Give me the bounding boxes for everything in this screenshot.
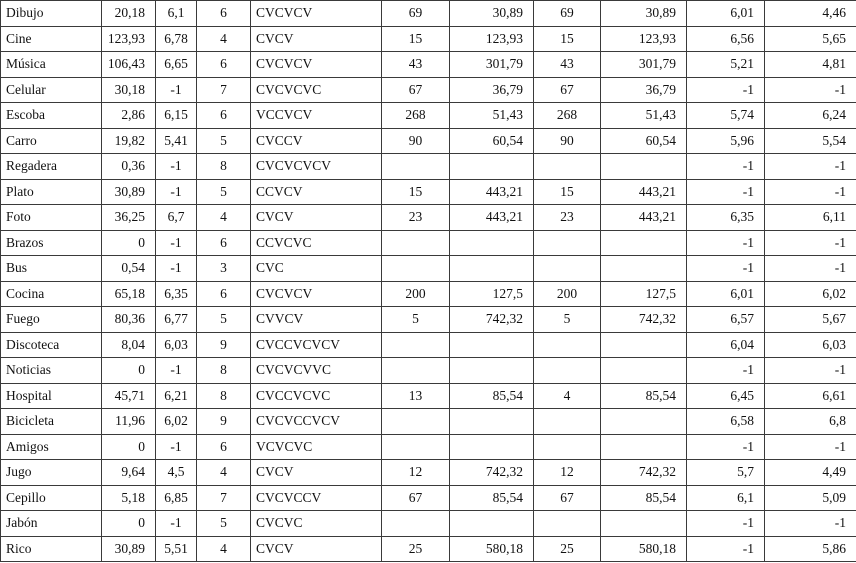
cell-cv-structure: CVCV bbox=[251, 26, 382, 52]
cell-value-a bbox=[450, 434, 534, 460]
cell-cv-structure: VCVCVC bbox=[251, 434, 382, 460]
table-row bbox=[1, 358, 856, 384]
cell-word: Música bbox=[1, 52, 102, 78]
cell-value-b: 36,79 bbox=[601, 77, 687, 103]
cell-value-a: 30,89 bbox=[450, 1, 534, 27]
cell-score-b: 6,02 bbox=[765, 281, 856, 307]
table-row bbox=[1, 52, 856, 78]
cell-freq: 30,18 bbox=[102, 77, 156, 103]
cell-value-a: 51,43 bbox=[450, 103, 534, 129]
cell-length: 6 bbox=[197, 230, 251, 256]
cell-word: Fuego bbox=[1, 307, 102, 333]
cell-freq: 0,36 bbox=[102, 154, 156, 180]
cell-freq: 0 bbox=[102, 230, 156, 256]
cell-count-a bbox=[382, 230, 450, 256]
cell-score-b: 4,81 bbox=[765, 52, 856, 78]
cell-score-a: 6,01 bbox=[687, 281, 765, 307]
cell-count-a bbox=[382, 409, 450, 435]
cell-word: Cocina bbox=[1, 281, 102, 307]
cell-rating: 6,77 bbox=[156, 307, 197, 333]
cell-score-a: -1 bbox=[687, 179, 765, 205]
cell-count-a bbox=[382, 332, 450, 358]
cell-value-b: 85,54 bbox=[601, 485, 687, 511]
cell-word: Celular bbox=[1, 77, 102, 103]
cell-word: Discoteca bbox=[1, 332, 102, 358]
cell-value-a: 127,5 bbox=[450, 281, 534, 307]
cell-rating: -1 bbox=[156, 77, 197, 103]
cell-count-b: 200 bbox=[534, 281, 601, 307]
table-row bbox=[1, 460, 856, 486]
cell-cv-structure: CVCCVCVCV bbox=[251, 332, 382, 358]
cell-cv-structure: CVCV bbox=[251, 536, 382, 562]
cell-count-a: 200 bbox=[382, 281, 450, 307]
cell-count-b: 268 bbox=[534, 103, 601, 129]
cell-count-a bbox=[382, 434, 450, 460]
cell-score-b: -1 bbox=[765, 434, 856, 460]
cell-cv-structure: CVCCVCVC bbox=[251, 383, 382, 409]
cell-word: Foto bbox=[1, 205, 102, 231]
cell-freq: 9,64 bbox=[102, 460, 156, 486]
cell-length: 5 bbox=[197, 307, 251, 333]
cell-count-a: 268 bbox=[382, 103, 450, 129]
table-row bbox=[1, 77, 856, 103]
cell-freq: 45,71 bbox=[102, 383, 156, 409]
cell-count-a: 67 bbox=[382, 485, 450, 511]
cell-score-b: 4,46 bbox=[765, 1, 856, 27]
cell-length: 4 bbox=[197, 205, 251, 231]
cell-cv-structure: CVCVCVC bbox=[251, 77, 382, 103]
cell-value-b: 301,79 bbox=[601, 52, 687, 78]
cell-freq: 80,36 bbox=[102, 307, 156, 333]
cell-value-b: 30,89 bbox=[601, 1, 687, 27]
cell-freq: 19,82 bbox=[102, 128, 156, 154]
cell-cv-structure: CVCV bbox=[251, 205, 382, 231]
cell-cv-structure: CVCVC bbox=[251, 511, 382, 537]
cell-word: Bicicleta bbox=[1, 409, 102, 435]
cell-value-b bbox=[601, 154, 687, 180]
cell-value-b bbox=[601, 358, 687, 384]
cell-length: 4 bbox=[197, 460, 251, 486]
cell-value-a: 742,32 bbox=[450, 460, 534, 486]
cell-word: Plato bbox=[1, 179, 102, 205]
cell-value-a: 443,21 bbox=[450, 179, 534, 205]
cell-rating: 4,5 bbox=[156, 460, 197, 486]
cell-count-b bbox=[534, 332, 601, 358]
table-row bbox=[1, 256, 856, 282]
cell-count-b bbox=[534, 511, 601, 537]
table-row bbox=[1, 205, 856, 231]
cell-value-b bbox=[601, 332, 687, 358]
cell-length: 7 bbox=[197, 77, 251, 103]
cell-score-b: -1 bbox=[765, 358, 856, 384]
cell-word: Hospital bbox=[1, 383, 102, 409]
table-row bbox=[1, 536, 856, 562]
cell-freq: 106,43 bbox=[102, 52, 156, 78]
cell-freq: 30,89 bbox=[102, 536, 156, 562]
table-row bbox=[1, 1, 856, 27]
cell-score-a: 6,04 bbox=[687, 332, 765, 358]
cell-length: 7 bbox=[197, 485, 251, 511]
cell-cv-structure: CVCVCVVC bbox=[251, 358, 382, 384]
cell-cv-structure: CVC bbox=[251, 256, 382, 282]
cell-score-a: 6,45 bbox=[687, 383, 765, 409]
cell-word: Brazos bbox=[1, 230, 102, 256]
cell-score-a: -1 bbox=[687, 77, 765, 103]
cell-count-a: 67 bbox=[382, 77, 450, 103]
cell-length: 8 bbox=[197, 154, 251, 180]
cell-score-b: -1 bbox=[765, 77, 856, 103]
cell-count-b bbox=[534, 409, 601, 435]
cell-word: Jugo bbox=[1, 460, 102, 486]
cell-rating: 5,51 bbox=[156, 536, 197, 562]
cell-count-a bbox=[382, 154, 450, 180]
cell-count-b: 67 bbox=[534, 485, 601, 511]
cell-length: 5 bbox=[197, 128, 251, 154]
cell-word: Regadera bbox=[1, 154, 102, 180]
cell-count-b: 12 bbox=[534, 460, 601, 486]
cell-value-a bbox=[450, 256, 534, 282]
cell-value-b bbox=[601, 230, 687, 256]
cell-score-b: -1 bbox=[765, 179, 856, 205]
cell-value-a bbox=[450, 409, 534, 435]
cell-score-a: 5,96 bbox=[687, 128, 765, 154]
cell-count-b: 4 bbox=[534, 383, 601, 409]
cell-score-b: -1 bbox=[765, 511, 856, 537]
cell-freq: 36,25 bbox=[102, 205, 156, 231]
cell-rating: 6,85 bbox=[156, 485, 197, 511]
cell-freq: 0 bbox=[102, 358, 156, 384]
cell-rating: 6,65 bbox=[156, 52, 197, 78]
cell-word: Jabón bbox=[1, 511, 102, 537]
cell-score-a: -1 bbox=[687, 358, 765, 384]
cell-value-b bbox=[601, 511, 687, 537]
cell-cv-structure: CVCVCCVCV bbox=[251, 409, 382, 435]
cell-length: 3 bbox=[197, 256, 251, 282]
cell-count-b: 5 bbox=[534, 307, 601, 333]
cell-rating: 6,02 bbox=[156, 409, 197, 435]
cell-count-b: 25 bbox=[534, 536, 601, 562]
cell-cv-structure: CCVCVC bbox=[251, 230, 382, 256]
cell-word: Dibujo bbox=[1, 1, 102, 27]
cell-count-b: 69 bbox=[534, 1, 601, 27]
cell-value-a: 580,18 bbox=[450, 536, 534, 562]
cell-word: Amigos bbox=[1, 434, 102, 460]
cell-score-b: 6,24 bbox=[765, 103, 856, 129]
table-row bbox=[1, 281, 856, 307]
cell-score-b: 5,65 bbox=[765, 26, 856, 52]
cell-length: 6 bbox=[197, 434, 251, 460]
cell-freq: 8,04 bbox=[102, 332, 156, 358]
cell-score-a: -1 bbox=[687, 256, 765, 282]
cell-score-a: 6,35 bbox=[687, 205, 765, 231]
cell-rating: 6,35 bbox=[156, 281, 197, 307]
cell-rating: 6,03 bbox=[156, 332, 197, 358]
cell-value-b: 443,21 bbox=[601, 179, 687, 205]
cell-rating: -1 bbox=[156, 434, 197, 460]
cell-word: Bus bbox=[1, 256, 102, 282]
cell-count-b: 23 bbox=[534, 205, 601, 231]
cell-rating: 5,41 bbox=[156, 128, 197, 154]
cell-score-b: -1 bbox=[765, 230, 856, 256]
cell-count-a: 69 bbox=[382, 1, 450, 27]
cell-value-b bbox=[601, 434, 687, 460]
cell-score-a: 6,01 bbox=[687, 1, 765, 27]
cell-count-b bbox=[534, 256, 601, 282]
cell-value-a bbox=[450, 154, 534, 180]
table-row bbox=[1, 511, 856, 537]
cell-value-b bbox=[601, 409, 687, 435]
cell-count-b: 15 bbox=[534, 26, 601, 52]
cell-rating: -1 bbox=[156, 358, 197, 384]
cell-rating: 6,15 bbox=[156, 103, 197, 129]
cell-score-a: 6,57 bbox=[687, 307, 765, 333]
cell-length: 4 bbox=[197, 536, 251, 562]
cell-rating: 6,78 bbox=[156, 26, 197, 52]
cell-score-a: -1 bbox=[687, 434, 765, 460]
cell-word: Carro bbox=[1, 128, 102, 154]
cell-freq: 123,93 bbox=[102, 26, 156, 52]
cell-cv-structure: CCVCV bbox=[251, 179, 382, 205]
cell-score-a: -1 bbox=[687, 536, 765, 562]
cell-freq: 5,18 bbox=[102, 485, 156, 511]
cell-count-a: 15 bbox=[382, 26, 450, 52]
cell-value-b: 85,54 bbox=[601, 383, 687, 409]
table-row bbox=[1, 230, 856, 256]
cell-count-a: 23 bbox=[382, 205, 450, 231]
cell-length: 4 bbox=[197, 26, 251, 52]
cell-rating: -1 bbox=[156, 179, 197, 205]
cell-value-b: 742,32 bbox=[601, 307, 687, 333]
cell-length: 6 bbox=[197, 281, 251, 307]
cell-freq: 11,96 bbox=[102, 409, 156, 435]
cell-value-a: 742,32 bbox=[450, 307, 534, 333]
cell-score-a: 6,58 bbox=[687, 409, 765, 435]
cell-count-a: 13 bbox=[382, 383, 450, 409]
cell-count-b bbox=[534, 434, 601, 460]
table-row bbox=[1, 332, 856, 358]
cell-score-a: 5,7 bbox=[687, 460, 765, 486]
cell-score-b: 6,61 bbox=[765, 383, 856, 409]
cell-count-a bbox=[382, 511, 450, 537]
cell-score-a: -1 bbox=[687, 230, 765, 256]
cell-rating: -1 bbox=[156, 230, 197, 256]
cell-value-b: 580,18 bbox=[601, 536, 687, 562]
cell-count-b bbox=[534, 154, 601, 180]
cell-rating: -1 bbox=[156, 256, 197, 282]
cell-value-b: 127,5 bbox=[601, 281, 687, 307]
table-row bbox=[1, 434, 856, 460]
cell-value-a bbox=[450, 230, 534, 256]
cell-rating: 6,21 bbox=[156, 383, 197, 409]
cell-length: 8 bbox=[197, 383, 251, 409]
cell-score-b: 5,54 bbox=[765, 128, 856, 154]
cell-freq: 0 bbox=[102, 511, 156, 537]
cell-length: 5 bbox=[197, 179, 251, 205]
cell-value-b: 123,93 bbox=[601, 26, 687, 52]
cell-count-a bbox=[382, 358, 450, 384]
cell-cv-structure: CVCVCV bbox=[251, 281, 382, 307]
table-body bbox=[1, 1, 856, 562]
cell-cv-structure: CVVCV bbox=[251, 307, 382, 333]
cell-score-b: 6,8 bbox=[765, 409, 856, 435]
cell-length: 6 bbox=[197, 1, 251, 27]
cell-count-a: 25 bbox=[382, 536, 450, 562]
cell-score-b: -1 bbox=[765, 154, 856, 180]
cell-rating: -1 bbox=[156, 511, 197, 537]
table-row bbox=[1, 154, 856, 180]
cell-cv-structure: VCCVCV bbox=[251, 103, 382, 129]
table-row bbox=[1, 26, 856, 52]
cell-length: 9 bbox=[197, 409, 251, 435]
table-row bbox=[1, 409, 856, 435]
cell-freq: 30,89 bbox=[102, 179, 156, 205]
table-row bbox=[1, 307, 856, 333]
cell-length: 5 bbox=[197, 511, 251, 537]
cell-length: 9 bbox=[197, 332, 251, 358]
cell-score-a: -1 bbox=[687, 511, 765, 537]
cell-word: Noticias bbox=[1, 358, 102, 384]
cell-score-a: 6,56 bbox=[687, 26, 765, 52]
cell-value-a bbox=[450, 332, 534, 358]
cell-value-b bbox=[601, 256, 687, 282]
table-row bbox=[1, 103, 856, 129]
cell-word: Cepillo bbox=[1, 485, 102, 511]
cell-length: 6 bbox=[197, 52, 251, 78]
cell-value-a: 36,79 bbox=[450, 77, 534, 103]
table-row bbox=[1, 179, 856, 205]
cell-score-b: 5,09 bbox=[765, 485, 856, 511]
cell-freq: 20,18 bbox=[102, 1, 156, 27]
cell-count-b: 90 bbox=[534, 128, 601, 154]
cell-value-a: 443,21 bbox=[450, 205, 534, 231]
cell-cv-structure: CVCVCV bbox=[251, 1, 382, 27]
cell-cv-structure: CVCVCV bbox=[251, 52, 382, 78]
cell-score-a: -1 bbox=[687, 154, 765, 180]
cell-count-a: 12 bbox=[382, 460, 450, 486]
cell-value-b: 51,43 bbox=[601, 103, 687, 129]
cell-cv-structure: CVCVCVCV bbox=[251, 154, 382, 180]
cell-score-a: 5,74 bbox=[687, 103, 765, 129]
cell-count-a: 43 bbox=[382, 52, 450, 78]
cell-freq: 0,54 bbox=[102, 256, 156, 282]
cell-word: Escoba bbox=[1, 103, 102, 129]
table-row bbox=[1, 128, 856, 154]
cell-count-b: 67 bbox=[534, 77, 601, 103]
cell-score-a: 6,1 bbox=[687, 485, 765, 511]
cell-count-a bbox=[382, 256, 450, 282]
cell-rating: -1 bbox=[156, 154, 197, 180]
cell-value-a: 85,54 bbox=[450, 485, 534, 511]
cell-cv-structure: CVCV bbox=[251, 460, 382, 486]
cell-length: 8 bbox=[197, 358, 251, 384]
cell-value-b: 742,32 bbox=[601, 460, 687, 486]
cell-value-b: 443,21 bbox=[601, 205, 687, 231]
cell-count-a: 5 bbox=[382, 307, 450, 333]
cell-count-a: 15 bbox=[382, 179, 450, 205]
cell-rating: 6,7 bbox=[156, 205, 197, 231]
cell-freq: 0 bbox=[102, 434, 156, 460]
cell-value-b: 60,54 bbox=[601, 128, 687, 154]
cell-score-a: 5,21 bbox=[687, 52, 765, 78]
table-row bbox=[1, 383, 856, 409]
cell-value-a: 85,54 bbox=[450, 383, 534, 409]
cell-count-b bbox=[534, 230, 601, 256]
cell-score-b: -1 bbox=[765, 256, 856, 282]
cell-freq: 2,86 bbox=[102, 103, 156, 129]
cell-value-a: 60,54 bbox=[450, 128, 534, 154]
cell-cv-structure: CVCVCCV bbox=[251, 485, 382, 511]
cell-length: 6 bbox=[197, 103, 251, 129]
cell-cv-structure: CVCCV bbox=[251, 128, 382, 154]
cell-count-a: 90 bbox=[382, 128, 450, 154]
cell-word: Cine bbox=[1, 26, 102, 52]
cell-count-b: 43 bbox=[534, 52, 601, 78]
cell-value-a: 123,93 bbox=[450, 26, 534, 52]
cell-value-a bbox=[450, 358, 534, 384]
cell-score-b: 6,03 bbox=[765, 332, 856, 358]
cell-count-b: 15 bbox=[534, 179, 601, 205]
cell-rating: 6,1 bbox=[156, 1, 197, 27]
cell-score-b: 6,11 bbox=[765, 205, 856, 231]
cell-score-b: 5,86 bbox=[765, 536, 856, 562]
cell-score-b: 5,67 bbox=[765, 307, 856, 333]
cell-count-b bbox=[534, 358, 601, 384]
cell-value-a bbox=[450, 511, 534, 537]
table-row bbox=[1, 485, 856, 511]
cell-word: Rico bbox=[1, 536, 102, 562]
cell-score-b: 4,49 bbox=[765, 460, 856, 486]
cell-freq: 65,18 bbox=[102, 281, 156, 307]
cell-value-a: 301,79 bbox=[450, 52, 534, 78]
